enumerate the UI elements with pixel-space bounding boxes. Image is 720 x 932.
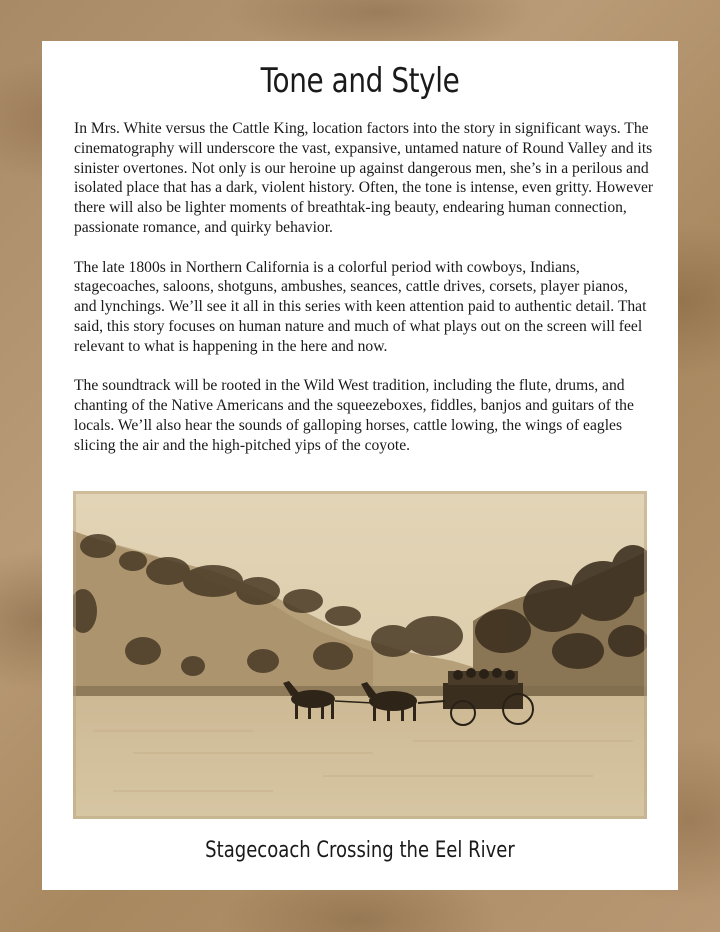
- photo-caption: Stagecoach Crossing the Eel River: [205, 838, 515, 863]
- document-page: [42, 41, 678, 890]
- stagecoach-photo: [73, 491, 647, 819]
- paragraph-location: In Mrs. White versus the Cattle King, location factors into the story in significant ways. The cinematography will underscore the vast, expansive, untamed nature of Round Valley and its sinister overtones. Not only is our heroine up against dangerous men, she’s in a perilous and isolated place that has a dark, violent history. Often, the tone is intense, even gritty. However there will also be lighter moments of breathtak-ing beauty, endearing human connection, passionate romance, and quirky behavior.: [74, 120, 654, 236]
- paragraph-period: The late 1800s in Northern California is a colorful period with cowboys, Indians, stagecoaches, saloons, shotguns, ambushes, seances, cattle drives, corsets, player pianos, and lynchings. We’ll see it all in this series with keen attention paid to authentic detail. That said, this story focuses on human nature and much of what plays out on the screen will feel relevant to what is happening in the here and now.: [74, 258, 647, 355]
- body-text: [74, 119, 654, 475]
- paragraph-soundtrack: The soundtrack will be rooted in the Wild West tradition, including the flute, drums, and chanting of the Native Americans and the squeezeboxes, fiddles, banjos and guitars of the locals. We’ll also hear the sounds of galloping horses, cattle lowing, the wings of eagles slicing the air and the high-pitched yips of the coyote.: [74, 377, 634, 454]
- page-title: Tone and Style: [260, 61, 460, 101]
